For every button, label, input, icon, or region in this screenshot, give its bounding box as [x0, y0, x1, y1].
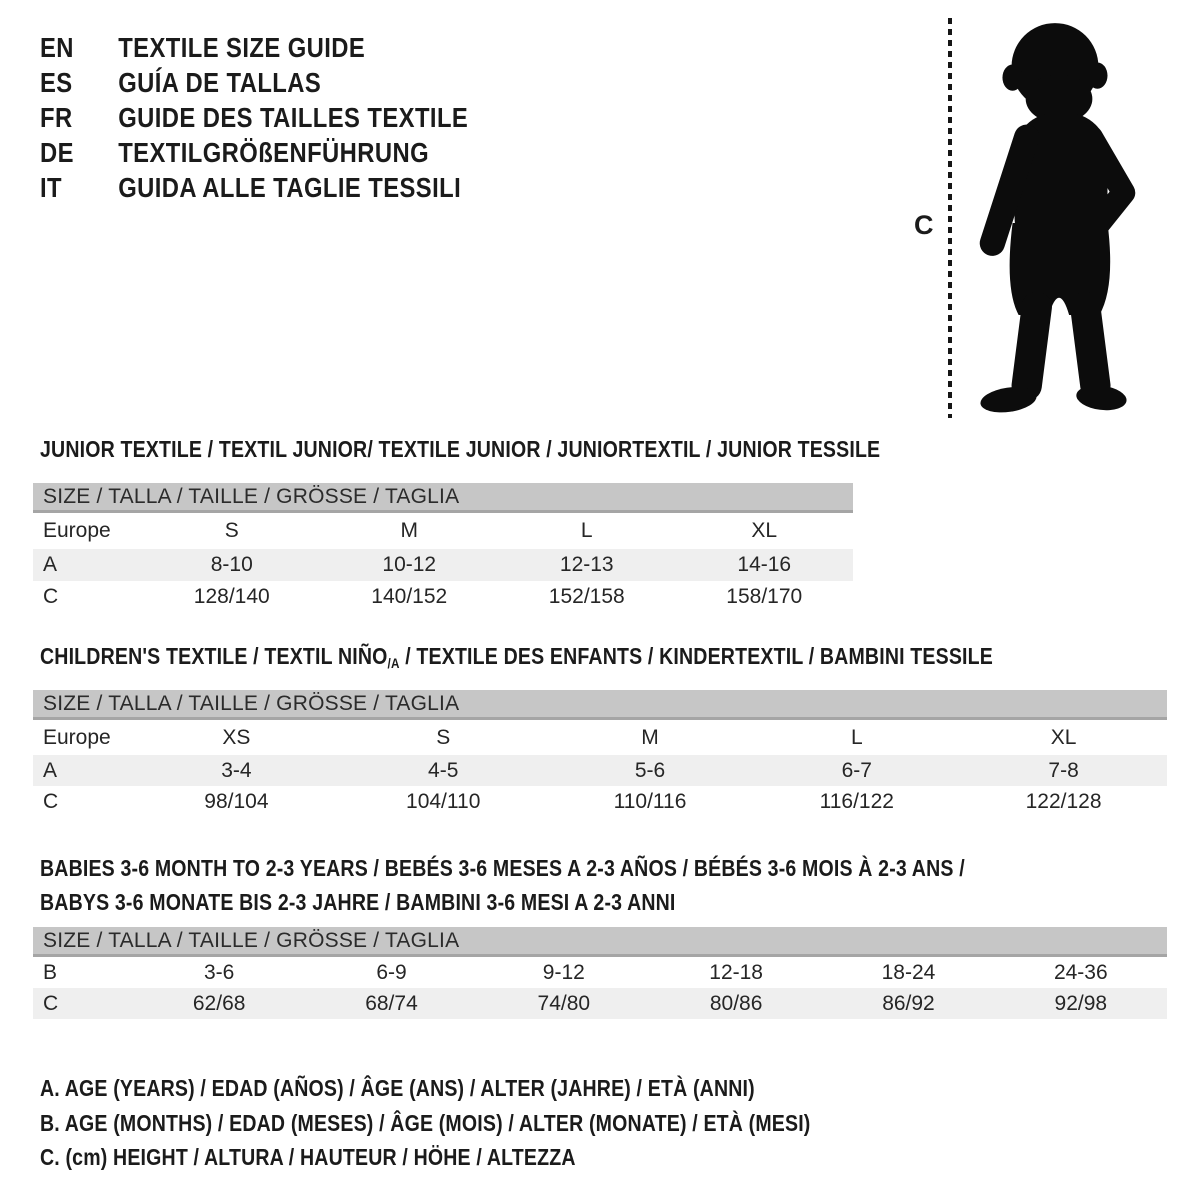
lang-row-de — [40, 135, 468, 170]
children-title-pre: CHILDREN'S TEXTILE / TEXTIL NIÑO — [40, 643, 388, 669]
row-label-c: C — [43, 585, 59, 608]
cell: 8-10 — [210, 553, 253, 576]
cell: 12-18 — [709, 960, 763, 984]
row-label-a: A — [43, 553, 58, 576]
lang-code-en: EN — [40, 31, 74, 63]
children-section-title — [40, 643, 993, 671]
toddler-silhouette — [963, 16, 1151, 420]
lang-title-es: GUÍA DE TALLAS — [118, 66, 322, 98]
lang-title-en: TEXTILE SIZE GUIDE — [118, 31, 366, 63]
cell: 12-13 — [559, 553, 614, 576]
cell: 92/98 — [1054, 991, 1108, 1015]
column-header-m: M — [641, 725, 659, 749]
column-header-l: L — [580, 519, 593, 542]
cell: 128/140 — [193, 585, 270, 608]
babies-row-b — [33, 957, 1167, 988]
size-header-label: SIZE / TALLA / TAILLE / GRÖSSE / TAGLIA — [43, 928, 460, 952]
size-header-label: SIZE / TALLA / TAILLE / GRÖSSE / TAGLIA — [43, 691, 460, 715]
children-size-table — [33, 690, 1167, 817]
cell: 14-16 — [737, 553, 792, 576]
cell: 152/158 — [548, 585, 625, 608]
cell: 62/68 — [192, 991, 246, 1015]
cell: 5-6 — [634, 758, 666, 782]
cell: 122/128 — [1025, 789, 1102, 813]
column-header-m: M — [400, 519, 418, 542]
junior-row-c — [33, 581, 853, 613]
junior-row-a — [33, 549, 853, 581]
cell: 110/116 — [613, 789, 687, 813]
row-label-a: A — [43, 758, 58, 782]
lang-code-es: ES — [40, 66, 73, 98]
lang-row-es — [40, 65, 468, 100]
cell: 140/152 — [371, 585, 448, 608]
size-header-label: SIZE / TALLA / TAILLE / GRÖSSE / TAGLIA — [43, 484, 460, 508]
cell: 24-36 — [1053, 960, 1108, 984]
cell: 158/170 — [726, 585, 803, 608]
region-label: Europe — [43, 519, 111, 542]
babies-title-line1: BABIES 3-6 MONTH TO 2-3 YEARS / BEBÉS 3-6 MESES A 2-3 AÑOS / BÉBÉS 3-6 MOIS À 2-3 ANS / — [40, 855, 965, 881]
cell: 80/86 — [709, 991, 763, 1015]
babies-section-title — [40, 851, 965, 919]
cell: 68/74 — [365, 991, 418, 1015]
junior-section-title: JUNIOR TEXTILE / TEXTIL JUNIOR/ TEXTILE JUNIOR / JUNIORTEXTIL / JUNIOR TESSILE — [40, 436, 881, 462]
cell: 9-12 — [542, 960, 585, 984]
row-label-c: C — [43, 789, 59, 813]
children-row-a — [33, 755, 1167, 786]
legend-line-a: A. AGE (YEARS) / EDAD (AÑOS) / ÂGE (ANS) / ALTER (JAHRE) / ETÀ (ANNI) — [40, 1075, 755, 1101]
lang-code-it: IT — [40, 171, 63, 203]
cell: 3-4 — [221, 758, 252, 782]
children-row-c — [33, 786, 1167, 817]
babies-size-table — [33, 927, 1167, 1019]
babies-size-header-bar — [33, 927, 1167, 957]
cell: 7-8 — [1048, 758, 1079, 782]
cell: 98/104 — [204, 789, 269, 813]
lang-row-en — [40, 30, 468, 65]
cell: 6-7 — [841, 758, 872, 782]
cell: 104/110 — [406, 789, 481, 813]
lang-title-it: GUIDA ALLE TAGLIE TESSILI — [118, 171, 462, 203]
cell: 10-12 — [382, 553, 437, 576]
children-title-post: / TEXTILE DES ENFANTS / KINDERTEXTIL / BAMBINI TESSILE — [399, 643, 993, 669]
column-header-l: L — [850, 725, 863, 749]
lang-title-de: TEXTILGRÖßENFÜHRUNG — [118, 136, 430, 168]
lang-code-fr: FR — [40, 101, 73, 133]
cell: 6-9 — [376, 960, 407, 984]
column-header-s: S — [436, 725, 451, 749]
children-title-subscript: /A — [387, 655, 400, 671]
column-header-xl: XL — [1050, 725, 1077, 749]
cell: 86/92 — [882, 991, 935, 1015]
legend-line-c: C. (cm) HEIGHT / ALTURA / HAUTEUR / HÖHE / ALTEZZA — [40, 1144, 576, 1170]
babies-row-c — [33, 988, 1167, 1019]
babies-title-line2: BABYS 3-6 MONATE BIS 2-3 JAHRE / BAMBINI 3-6 MESI A 2-3 ANNI — [40, 889, 676, 915]
row-label-c: C — [43, 991, 59, 1015]
junior-size-header-bar — [33, 483, 853, 513]
children-size-header-bar — [33, 690, 1167, 720]
lang-row-it — [40, 170, 468, 205]
junior-region-row — [33, 513, 853, 549]
height-dashed-line — [948, 18, 952, 418]
children-region-row — [33, 720, 1167, 755]
column-header-xl: XL — [751, 519, 778, 542]
lang-code-de: DE — [40, 136, 74, 168]
column-header-xs: XS — [222, 725, 251, 749]
height-measure-label: C — [914, 210, 934, 240]
lang-title-fr: GUIDE DES TAILLES TEXTILE — [118, 101, 469, 133]
cell: 3-6 — [203, 960, 235, 984]
lang-row-fr — [40, 100, 468, 135]
cell: 18-24 — [881, 960, 936, 984]
region-label: Europe — [43, 725, 111, 749]
cell: 116/122 — [819, 789, 894, 813]
junior-size-table — [33, 483, 853, 613]
row-label-b: B — [43, 960, 58, 984]
measurement-legend — [40, 1071, 810, 1175]
legend-line-b: B. AGE (MONTHS) / EDAD (MESES) / ÂGE (MOIS) / ALTER (MONATE) / ETÀ (MESI) — [40, 1109, 811, 1136]
language-header — [40, 30, 468, 205]
cell: 4-5 — [428, 758, 459, 782]
cell: 74/80 — [537, 991, 591, 1015]
column-header-s: S — [224, 519, 239, 542]
